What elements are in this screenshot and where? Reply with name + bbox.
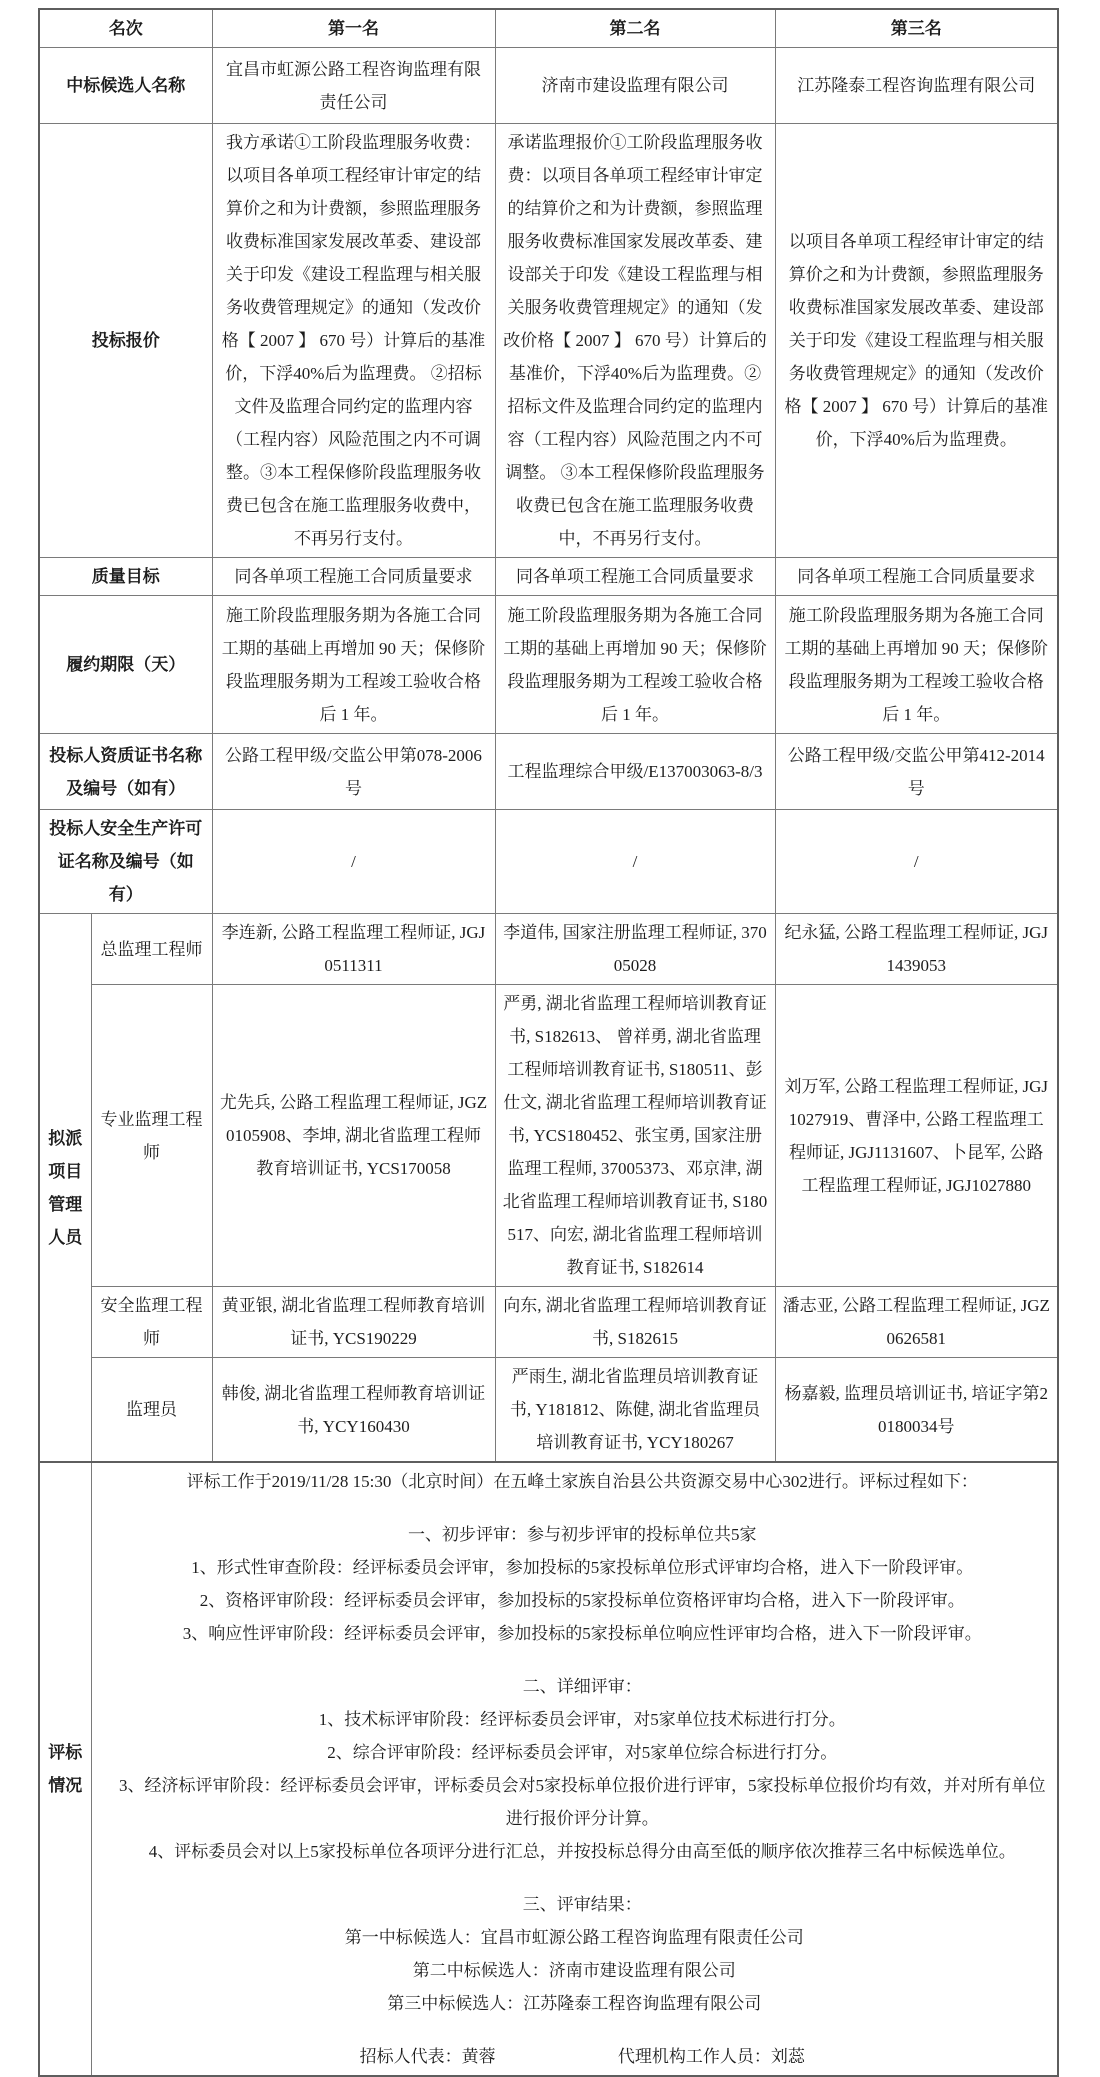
safety-license-2: /: [495, 810, 775, 914]
safety-engineer-2: 向东, 湖北省监理工程师培训教育证书, S182615: [495, 1287, 775, 1358]
quality-target-3: 同各单项工程施工合同质量要求: [775, 558, 1058, 596]
evaluation-content: [91, 1462, 1058, 2076]
evaluation-section2-item1: 1、技术标评审阶段：经评标委员会评审，对5家单位技术标进行打分。: [318, 1710, 846, 1729]
chief-engineer-2: 李道伟, 国家注册监理工程师证, 37005028: [495, 914, 775, 985]
header-second-place: 第二名: [495, 9, 775, 48]
chief-engineer-row: [39, 914, 1058, 985]
candidate-name-row: [39, 48, 1058, 124]
supervisor-3: 杨嘉毅, 监理员培训证书, 培证字第20180034号: [775, 1358, 1058, 1463]
supervisor-label: 监理员: [91, 1358, 212, 1463]
qualification-cert-1: 公路工程甲级/交监公甲第078-2006号: [212, 734, 495, 810]
bid-price-row: [39, 124, 1058, 558]
performance-period-3: 施工阶段监理服务期为各施工合同工期的基础上再增加 90 天；保修阶段监理服务期为工程竣工验收合格后 1 年。: [775, 596, 1058, 734]
chief-engineer-1: 李连新, 公路工程监理工程师证, JGJ0511311: [212, 914, 495, 985]
header-third-place: 第三名: [775, 9, 1058, 48]
candidate-name-2: 济南市建设监理有限公司: [495, 48, 775, 124]
quality-target-label: 质量目标: [39, 558, 212, 596]
chief-engineer-3: 纪永猛, 公路工程监理工程师证, JGJ1439053: [775, 914, 1058, 985]
qualification-cert-3: 公路工程甲级/交监公甲第412-2014号: [775, 734, 1058, 810]
evaluation-section1-item2: 2、资格评审阶段：经评标委员会评审，参加投标的5家投标单位资格评审均合格，进入下一阶段评审。: [199, 1591, 965, 1610]
evaluation-section2-title: 二、详细评审：: [522, 1677, 642, 1696]
safety-license-label: 投标人安全生产许可证名称及编号（如有）: [39, 810, 212, 914]
evaluation-section2-item3: 3、经济标评审阶段：经评标委员会评审，评标委员会对5家投标单位报价进行评审，5家投标单位报价均有效，并对所有单位进行报价评分计算。: [119, 1776, 1046, 1828]
safety-engineer-label: 安全监理工程师: [91, 1287, 212, 1358]
evaluation-section2-item4: 4、评标委员会对以上5家投标单位各项评分进行汇总，并按投标总得分由高至低的顺序依次推荐三名中标候选单位。: [148, 1842, 1016, 1861]
document-page: [0, 8, 1100, 2066]
bid-price-3: 以项目各单项工程经审计审定的结算价之和为计费额，参照监理服务收费标准国家发展改革委、建设部关于印发《建设工程监理与相关服务收费管理规定》的通知（发改价格【 2007 】 670 号）计算后的基准价，下浮40%后为监理费。: [775, 124, 1058, 558]
safety-engineer-row: [39, 1287, 1058, 1358]
signature-line: [98, 2040, 1052, 2073]
quality-target-1: 同各单项工程施工合同质量要求: [212, 558, 495, 596]
evaluation-result-third: 第三中标候选人：江苏隆泰工程咨询监理有限公司: [387, 1994, 762, 2013]
evaluation-intro: 评标工作于2019/11/28 15:30（北京时间）在五峰土家族自治县公共资源交易中心302进行。评标过程如下：: [186, 1472, 978, 1491]
bid-price-label: 投标报价: [39, 124, 212, 558]
evaluation-section1-item1: 1、形式性审查阶段：经评标委员会评审，参加投标的5家投标单位形式评审均合格，进入下一阶段评审。: [191, 1558, 974, 1577]
tenderer-representative: 招标人代表：黄蓉: [359, 2047, 496, 2066]
performance-period-2: 施工阶段监理服务期为各施工合同工期的基础上再增加 90 天；保修阶段监理服务期为工程竣工验收合格后 1 年。: [495, 596, 775, 734]
supervisor-row: [39, 1358, 1058, 1463]
performance-period-row: [39, 596, 1058, 734]
qualification-cert-row: [39, 734, 1058, 810]
quality-target-2: 同各单项工程施工合同质量要求: [495, 558, 775, 596]
bid-evaluation-table: [38, 8, 1059, 2077]
professional-engineer-2: 严勇, 湖北省监理工程师培训教育证书, S182613、 曾祥勇, 湖北省监理工程师培训教育证书, S180511、彭仕文, 湖北省监理工程师培训教育证书, YCS180452、张宝勇, 国家注册监理工程师, 37005373、邓京津, 湖北省监理工程师培训教育证书, S180517、向宏, 湖北省监理工程师培训教育证书, S182614: [495, 985, 775, 1287]
qualification-cert-label: 投标人资质证书名称及编号（如有）: [39, 734, 212, 810]
evaluation-section2-item2: 2、综合评审阶段：经评标委员会评审，对5家单位综合标进行打分。: [327, 1743, 838, 1762]
evaluation-section1-title: 一、初步评审：参与初步评审的投标单位共5家: [408, 1525, 757, 1544]
evaluation-label: 评标情况: [39, 1462, 91, 2076]
header-row: [39, 9, 1058, 48]
bid-price-1: 我方承诺①工阶段监理服务收费：以项目各单项工程经审计审定的结算价之和为计费额，参照监理服务收费标准国家发展改革委、建设部关于印发《建设工程监理与相关服务收费管理规定》的通知（发改价格【 2007 】 670 号）计算后的基准价，下浮40%后为监理费。 ②招标文件及监理合同约定的监理内容（工程内容）风险范围之内不可调整。③本工程保修阶段监理服务收费已包含在施工监理服务收费中，不再另行支付。: [212, 124, 495, 558]
evaluation-section1-item3: 3、响应性评审阶段：经评标委员会评审，参加投标的5家投标单位响应性评审均合格，进入下一阶段评审。: [182, 1624, 982, 1643]
evaluation-section3-title: 三、评审结果：: [522, 1895, 642, 1914]
supervisor-2: 严雨生, 湖北省监理员培训教育证书, Y181812、陈健, 湖北省监理员培训教育证书, YCY180267: [495, 1358, 775, 1463]
professional-engineer-label: 专业监理工程师: [91, 985, 212, 1287]
professional-engineer-row: [39, 985, 1058, 1287]
safety-license-3: /: [775, 810, 1058, 914]
performance-period-1: 施工阶段监理服务期为各施工合同工期的基础上再增加 90 天；保修阶段监理服务期为工程竣工验收合格后 1 年。: [212, 596, 495, 734]
evaluation-row: [39, 1462, 1058, 2076]
bid-price-2: 承诺监理报价①工阶段监理服务收费：以项目各单项工程经审计审定的结算价之和为计费额，参照监理服务收费标准国家发展改革委、建设部关于印发《建设工程监理与相关服务收费管理规定》的通知（发改价格【 2007 】 670 号）计算后的基准价，下浮40%后为监理费。②招标文件及监理合同约定的监理内容（工程内容）风险范围之内不可调整。 ③本工程保修阶段监理服务收费已包含在施工监理服务收费中，不再另行支付。: [495, 124, 775, 558]
safety-license-1: /: [212, 810, 495, 914]
header-rank: 名次: [39, 9, 212, 48]
header-first-place: 第一名: [212, 9, 495, 48]
candidate-name-3: 江苏隆泰工程咨询监理有限公司: [775, 48, 1058, 124]
agency-staff: 代理机构工作人员：刘蕊: [617, 2047, 805, 2066]
candidate-name-label: 中标候选人名称: [39, 48, 212, 124]
professional-engineer-1: 尤先兵, 公路工程监理工程师证, JGZ0105908、李坤, 湖北省监理工程师教育培训证书, YCS170058: [212, 985, 495, 1287]
qualification-cert-2: 工程监理综合甲级/E137003063-8/3: [495, 734, 775, 810]
safety-engineer-3: 潘志亚, 公路工程监理工程师证, JGZ0626581: [775, 1287, 1058, 1358]
candidate-name-1: 宜昌市虹源公路工程咨询监理有限责任公司: [212, 48, 495, 124]
performance-period-label: 履约期限（天）: [39, 596, 212, 734]
quality-target-row: [39, 558, 1058, 596]
chief-engineer-label: 总监理工程师: [91, 914, 212, 985]
safety-engineer-1: 黄亚银, 湖北省监理工程师教育培训证书, YCS190229: [212, 1287, 495, 1358]
personnel-group-label: 拟派项目管理人员: [39, 914, 91, 1463]
professional-engineer-3: 刘万军, 公路工程监理工程师证, JGJ1027919、曹泽中, 公路工程监理工程师证, JGJ1131607、卜昆军, 公路工程监理工程师证, JGJ1027880: [775, 985, 1058, 1287]
evaluation-result-second: 第二中标候选人：济南市建设监理有限公司: [412, 1961, 736, 1980]
evaluation-result-first: 第一中标候选人：宜昌市虹源公路工程咨询监理有限责任公司: [344, 1928, 804, 1947]
safety-license-row: [39, 810, 1058, 914]
supervisor-1: 韩俊, 湖北省监理工程师教育培训证书, YCY160430: [212, 1358, 495, 1463]
